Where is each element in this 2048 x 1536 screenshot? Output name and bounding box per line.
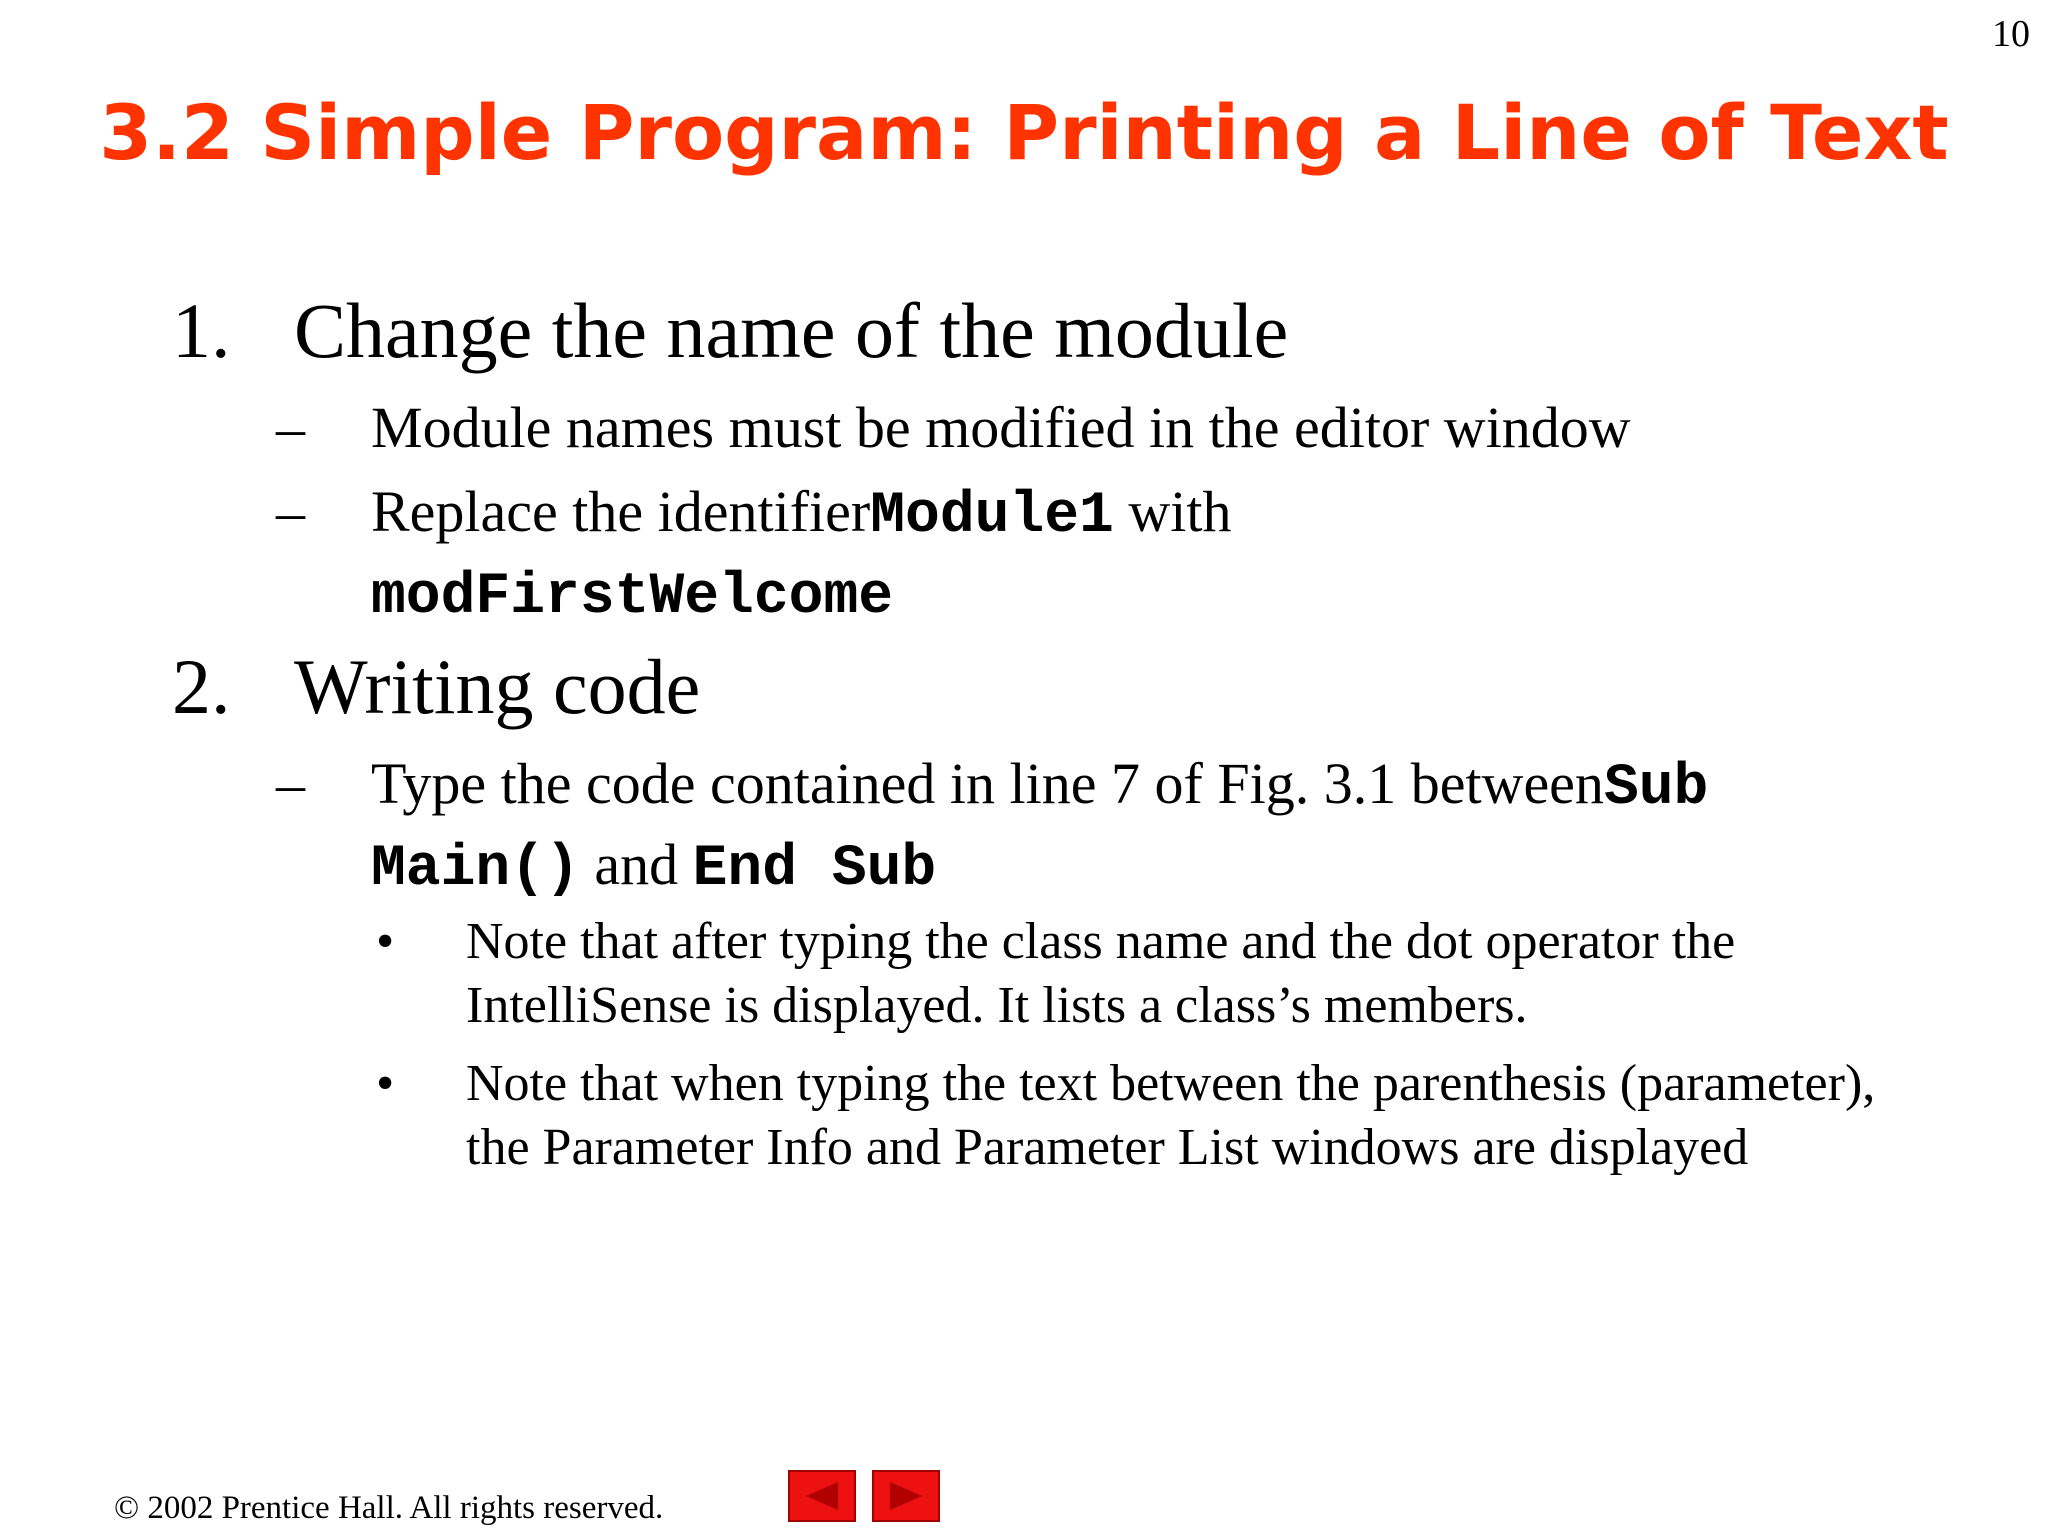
sub-item: [276, 474, 1876, 636]
bullet-marker: •: [376, 913, 395, 970]
code-segment: Module1: [870, 484, 1114, 549]
sub-item-text: [371, 474, 1876, 636]
copyright-footer: © 2002 Prentice Hall. All rights reserved.: [114, 1490, 664, 1526]
item-text: Writing code: [294, 643, 701, 730]
sub-item-text: [371, 746, 1876, 908]
slide-number: 10: [1992, 13, 2030, 55]
code-segment: modFirstWelcome: [371, 565, 894, 630]
bullet-item: [376, 910, 1896, 1038]
bullet-text: Note that after typing the class name and the dot operator the IntelliSense is displayed. It lists a class’s members.: [466, 913, 1736, 1034]
text-segment: with: [1113, 479, 1232, 544]
left-triangle-icon: [802, 1480, 842, 1512]
dash-marker: –: [276, 395, 305, 460]
right-triangle-icon: [886, 1480, 926, 1512]
sub-item: [276, 746, 1876, 908]
bullet-marker: •: [376, 1055, 395, 1112]
previous-slide-button[interactable]: [788, 1470, 856, 1522]
item-text: Change the name of the module: [294, 287, 1289, 374]
next-slide-button[interactable]: [872, 1470, 940, 1522]
bullet-item: [376, 1052, 1896, 1180]
dash-marker: –: [276, 479, 305, 544]
bullet-text: Note that when typing the text between the parenthesis (parameter), the Parameter Info and Parameter List windows are displayed: [466, 1055, 1876, 1176]
dash-marker: –: [276, 751, 305, 816]
slide-title: 3.2 Simple Program: Printing a Line of Text: [99, 88, 1949, 177]
item-number: 1.: [172, 287, 231, 374]
text-segment: Replace the identifier: [371, 479, 871, 544]
sub-item: [276, 390, 1876, 466]
code-segment: Sub Main(): [371, 756, 1709, 902]
item-number: 2.: [172, 643, 231, 730]
text-segment: Type the code contained in line 7 of Fig. 3.1 between: [371, 751, 1604, 816]
code-segment: End Sub: [692, 837, 937, 902]
text-segment: and: [579, 832, 693, 897]
sub-item-text: Module names must be modified in the editor window: [371, 395, 1631, 460]
